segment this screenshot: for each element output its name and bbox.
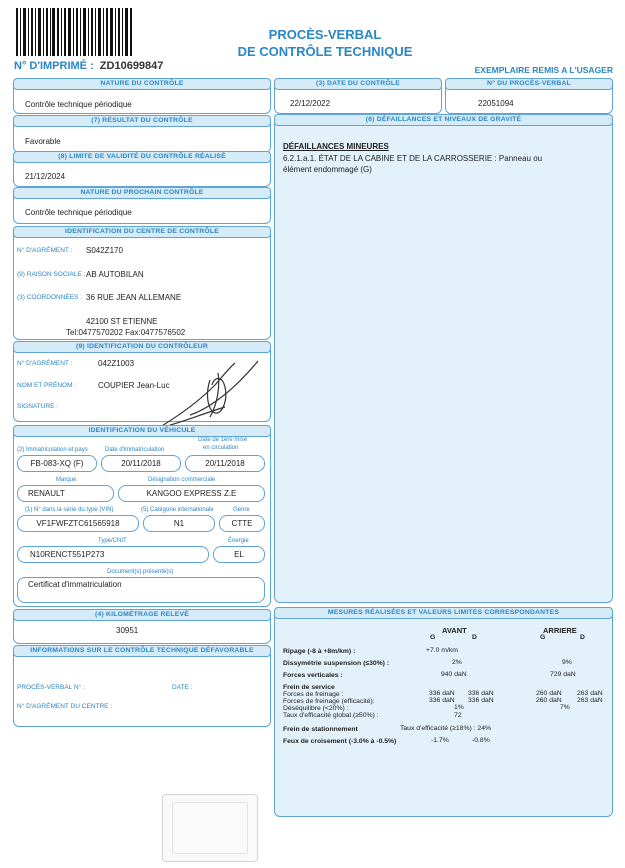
prochain-header: NATURE DU PROCHAIN CONTRÔLE	[13, 187, 271, 199]
centre-raison-label: (9) RAISON SOCIALE :	[17, 271, 86, 278]
doc-title-line-2: DE CONTRÔLE TECHNIQUE	[237, 44, 413, 59]
controleur-header: (9) IDENTIFICATION DU CONTRÔLEUR	[13, 341, 271, 353]
premiere-label-2: en circulation	[203, 445, 239, 451]
doc-title	[200, 26, 450, 60]
ff-av-d: 336 daN	[468, 690, 494, 697]
centre-tel: Tel:0477570202 Fax:0477576502	[66, 328, 186, 337]
resultat-value: Favorable	[25, 137, 61, 146]
avant-g: G	[430, 634, 436, 641]
premiere-value: 20/11/2018	[185, 455, 265, 472]
vin-label: (1) N° dans la série du type (VIN)	[25, 507, 114, 513]
resultat-header: (7) RÉSULTAT DU CONTRÔLE	[13, 115, 271, 127]
genre-label: Genre	[233, 507, 250, 513]
cnit-value: N10RENCT551P273	[17, 546, 209, 563]
deseq-av: 1%	[454, 704, 464, 711]
centre-agrement-label: N° D'AGRÉMENT :	[17, 247, 73, 254]
num-pv-header: N° DU PROCÈS-VERBAL	[445, 78, 613, 90]
ff-av-g: 336 daN	[429, 690, 455, 697]
defaillances-title: DÉFAILLANCES MINEURES	[283, 142, 389, 151]
centre-header: IDENTIFICATION DU CENTRE DE CONTRÔLE	[13, 226, 271, 238]
dissym-ar: 9%	[562, 659, 572, 666]
imprime-label: N° D'IMPRIMÉ :	[14, 60, 94, 72]
bottom-stub-inner	[172, 802, 248, 854]
imprime-number: ZD10699847	[99, 60, 164, 72]
defav-header: INFORMATIONS SUR LE CONTRÔLE TECHNIQUE DÉFAVORABLE	[13, 645, 271, 657]
imprime-line	[14, 60, 163, 72]
controleur-signature-label: SIGNATURE :	[17, 403, 59, 410]
date-controle-value: 22/12/2022	[290, 99, 331, 108]
designation-label: Désignation commerciale	[148, 477, 216, 483]
defaillances-header: (6) DÉFAILLANCES ET NIVEAUX DE GRAVITÉ	[274, 114, 613, 126]
dissym-label: Dissymétrie suspension (≤30%) :	[283, 660, 390, 667]
vehicule-header: IDENTIFICATION DU VÉHICULE	[13, 425, 271, 437]
feux-g: -1.7%	[431, 737, 449, 744]
ffe-ar-g: 260 daN	[536, 697, 562, 704]
barcode	[16, 8, 132, 56]
premiere-label-1: Date de 1ère mise	[198, 437, 248, 443]
avant-label: AVANT	[442, 626, 467, 635]
cat-label: (5) Catégorie internationale	[141, 507, 214, 513]
date-controle-header: (3) DATE DU CONTRÔLE	[274, 78, 442, 90]
cnit-label: Type/CNIT	[98, 538, 127, 544]
avant-d: D	[472, 634, 477, 641]
ffe-av-d: 336 daN	[468, 697, 494, 704]
taux-label: Taux d'efficacité global (≥50%) :	[283, 712, 379, 719]
defaillances-line-1: 6.2.1.a.1. ÉTAT DE LA CABINE ET DE LA CARROSSERIE : Panneau ou	[283, 154, 543, 163]
date-immat-label: Date d'immatriculation	[105, 447, 165, 453]
taux-value: 72	[454, 712, 462, 719]
controleur-agrement: 042Z1003	[98, 359, 135, 368]
immat-label: (2) Immatriculation et pays	[17, 447, 88, 453]
date-immat-value: 20/11/2018	[101, 455, 181, 472]
deseq-label: Déséquilibre (<20%) :	[283, 705, 349, 712]
energie-value: EL	[213, 546, 265, 563]
limite-value: 21/12/2024	[25, 172, 66, 181]
vin-value: VF1FWFZTC61565918	[17, 515, 139, 532]
deseq-ar: 7%	[560, 704, 570, 711]
arriere-g: G	[540, 634, 546, 641]
km-value: 30951	[116, 626, 139, 635]
ffe-label: Forces de freinage (efficacité):	[283, 698, 375, 705]
controleur-signature	[150, 355, 265, 435]
controleur-nom: COUPIER Jean-Luc	[98, 381, 170, 390]
ffe-ar-d: 263 daN	[577, 697, 603, 704]
defav-agrement-label: N° D'AGRÉMENT DU CENTRE :	[17, 703, 113, 710]
arriere-d: D	[580, 634, 585, 641]
docs-label: Document(s) présenté(s)	[107, 569, 174, 575]
designation-value: KANGOO EXPRESS Z.E	[118, 485, 265, 502]
immat-value: FB-083-XQ (F)	[17, 455, 97, 472]
km-header: (4) KILOMÉTRAGE RELEVÉ	[13, 609, 271, 621]
centre-ville: 42100 ST ETIENNE	[86, 317, 158, 326]
stat-label: Frein de stationnement	[283, 726, 358, 733]
forces-ar: 729 daN	[550, 671, 576, 678]
docs-value: Certificat d'immatriculation	[17, 577, 265, 603]
doc-title-line-1: PROCÈS-VERBAL	[268, 27, 382, 42]
exemplaire-label: EXEMPLAIRE REMIS A L'USAGER	[474, 65, 613, 75]
marque-label: Marque	[56, 477, 77, 483]
forces-av: 940 daN	[441, 671, 467, 678]
defav-pv-label: PROCÈS-VERBAL N° :	[17, 684, 85, 691]
ff-label: Forces de freinage :	[283, 691, 344, 698]
centre-agrement: S042Z170	[86, 246, 123, 255]
mesures-header: MESURES RÉALISÉES ET VALEURS LIMITES CORRESPONDANTES	[274, 607, 613, 619]
limite-header: (8) LIMITE DE VALIDITÉ DU CONTRÔLE RÉALISÉ	[13, 151, 271, 163]
frein-service-label: Frein de service	[283, 684, 335, 691]
defaillances-line-2: élément endommagé (G)	[283, 165, 372, 174]
ffe-av-g: 336 daN	[429, 697, 455, 704]
feux-label: Feux de croisement (-3.0% à -0.5%)	[283, 738, 397, 745]
prochain-value: Contrôle technique périodique	[25, 208, 132, 217]
forces-label: Forces verticales :	[283, 672, 343, 679]
centre-coord-label: (3) COORDONNÉES :	[17, 294, 83, 301]
defaillances-panel	[274, 116, 613, 603]
stat-taux: Taux d'efficacité (≥18%) : 24%	[400, 725, 492, 732]
controleur-nom-label: NOM ET PRÉNOM :	[17, 382, 77, 389]
dissym-av: 2%	[452, 659, 462, 666]
energie-label: Énergie	[228, 538, 249, 544]
ff-ar-g: 260 daN	[536, 690, 562, 697]
nature-controle-header: NATURE DU CONTRÔLE	[13, 78, 271, 90]
arriere-label: ARRIERE	[543, 626, 577, 635]
feux-d: -0.8%	[472, 737, 490, 744]
centre-adresse: 36 RUE JEAN ALLEMANE	[86, 293, 182, 302]
defav-date-label: DATE :	[172, 684, 193, 691]
nature-controle-value: Contrôle technique périodique	[25, 100, 132, 109]
genre-value: CTTE	[219, 515, 265, 532]
num-pv-value: 22051094	[478, 99, 514, 108]
ripage-value: +7.0 m/km	[426, 647, 458, 654]
ripage-label: Ripage (-8 à +8m/km) :	[283, 648, 356, 655]
cat-value: N1	[143, 515, 215, 532]
centre-raison: AB AUTOBILAN	[86, 270, 144, 279]
ff-ar-d: 263 daN	[577, 690, 603, 697]
controleur-agrement-label: N° D'AGRÉMENT :	[17, 360, 73, 367]
marque-value: RENAULT	[17, 485, 114, 502]
